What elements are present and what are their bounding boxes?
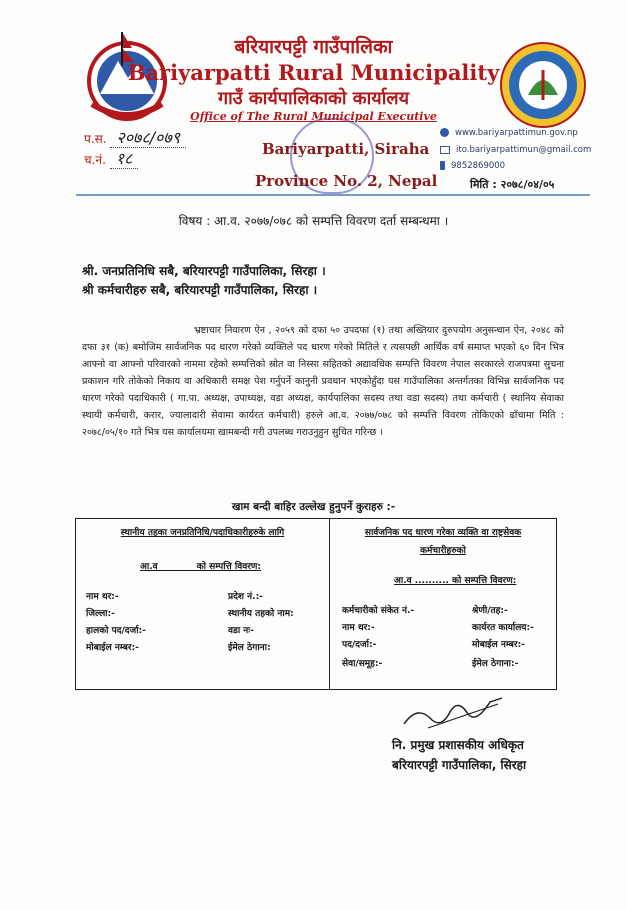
left-field: स्थानीय तहको नाम: [228,609,294,619]
reference-cn [84,147,138,169]
left-field: मोबाईल नम्बर:- [86,643,139,653]
subject-line: विषय : आ.व. २०७७/०७८ को सम्पत्ति विवरण दर्ता सम्बन्धमा । [178,214,449,228]
right-field: श्रेणी/तह:- [472,606,508,616]
phone-contact: 9852869000 [440,161,505,171]
province-line: Province No. 2, Nepal [255,172,438,190]
signature-mark [398,694,508,732]
addressee-employees: श्री कर्मचारीहरु सबै, बरियारपट्टी गाउँपालिका, सिरहा । [82,283,318,297]
left-field: प्रदेश नं.:- [228,592,263,602]
right-ab-line: आ.व .......... को सम्पत्ति विवरण: [394,576,517,586]
letter-date: मिति : २०७८/०४/०५ [470,178,555,191]
right-column-header-1: सार्वजनिक पद धारण गरेका व्यक्ति वा राष्ट्रसेवक [364,528,522,538]
envelope-info-table [75,518,557,690]
office-name-en: Office of The Rural Municipal Executive [190,110,437,123]
cn-value: १८ [110,149,139,169]
phone-icon [440,161,445,170]
table-column-divider [329,519,330,689]
ps-label: प.स. [84,132,107,146]
right-field: पद/दर्जा:- [342,640,377,650]
ps-value: २०७८/०७९ [110,128,186,148]
right-field: मोबाईल नम्बर:- [472,640,525,650]
right-field: कर्मचारीको संकेत नं.- [342,606,415,616]
body-paragraph: भ्रष्टाचार निवारण ऐन , २०५९ को दफा ५० उपदफा (१) तथा अख्तियार दुरुपयोग अनुसन्धान ऐन, २०४८ को दफा ३१ (क) बमोजिम सार्वजनिक पद धारण गरेको व्यक्तिले पद धारण गरेको मितिले र त्यसपछी आर्थिक वर्ष समाप्त भएको ६० दिन भित्र आफ्नो वा आफ्नो परिवारको नाममा रहेको सम्पत्तिको स्रोत वा निस्सा सहितको अद्यावधिक सम्पत्ति विवरण नेपाल सरकारले राजपत्रमा सुचना प्रकाशन गरि तोकेको निकाय वा अधिकारी समक्ष पेश गर्नुपर्ने कानुनी प्रवधान भएकोहुँदा यस गाउँपालिका अन्तर्गतका विभिन्न सार्वजनिक पद धारण गरेको पदाधिकारी ( गा.पा. अध्यक्ष, उपाध्यक्ष, वडा अध्यक्ष, कार्यपालिका सदस्य तथा वडा सदस्य) तथा कर्मचारी ( स्थानिय सेवाका स्थायी कर्मचारी, करार, ज्यालादारी सेवामा कार्यरत कर्मचारी) हरुले आ.व. २०७७/०७८ को सम्पत्ति विवरण तोकिएको ढाँचामा मिति : २०७८/०५/१० गते भित्र यस कार्यालयमा खामबन्दी गरी उपलब्ध गराउनुहुन सुचित गरिन्छ । [82,325,564,438]
left-column-header: स्थानीय तहका जनप्रतिनिधि/पदाधिकारीहरुके लागि [120,528,285,538]
right-field: नाम थर:- [342,623,375,633]
addressee-representatives: श्री. जनप्रतिनिधि सबै, बरियारपट्टी गाउँपालिका, सिरहा । [82,264,326,278]
right-field: सेवा/समूह:- [342,659,383,669]
reference-ps [84,126,186,148]
header-divider [76,194,590,196]
office-name-np: गाउँ कार्यपालिकाको कार्यालय [217,88,410,109]
place-line: Bariyarpatti, Siraha [262,140,430,158]
cn-label: च.नं. [84,153,106,167]
right-field: कार्यरत कार्यालय:- [472,623,534,633]
signatory-title: नि. प्रमुख प्रशासकीय अधिकृत [392,738,524,752]
municipality-name-en: Bariyarpatti Rural Municipality [127,60,500,85]
left-field: जिल्ला:- [86,609,115,619]
left-ab-line: आ.व ________को सम्पत्ति विवरण: [140,562,262,572]
mail-icon [440,146,450,154]
municipality-name-np: बरियारपट्टी गाउँपालिका [234,36,393,58]
email-contact: ito.bariyarpattimun@gmail.com [440,145,591,155]
left-field: हालको पद/दर्जा:- [86,626,146,636]
envelope-info-title: खाम बन्दी बाहिर उल्लेख हुनुपर्ने कुराहरु :- [231,501,396,513]
right-field: ईमेल ठेगाना:- [472,659,519,669]
signatory-organization: बरियारपट्टी गाउँपालिका, सिरहा [392,758,527,772]
website-contact: www.bariyarpattimun.gov.np [440,128,578,138]
left-field: नाम थर:- [86,592,119,602]
left-field: ईमेल ठेगाना: [228,643,271,653]
right-column-header-2: कर्मचारीहरुको [420,546,466,556]
globe-icon [440,128,449,137]
left-field: वडा नः- [228,626,254,636]
